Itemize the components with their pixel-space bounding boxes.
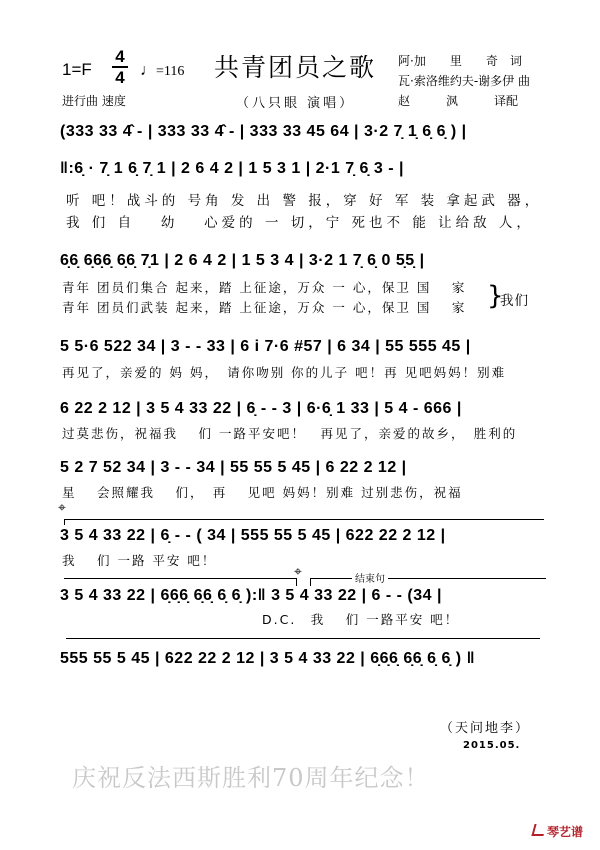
lyricist-credit: 阿·加 里 奇 词 <box>398 54 522 68</box>
lyric-line-8: D.C. 我 们 一路平安 吧！ <box>262 612 460 627</box>
ending-label: 结束句 <box>352 570 388 585</box>
tempo-style: 进行曲 速度 <box>62 94 126 108</box>
lyric-line-4: 再见了，亲爱的 妈 妈， 请你吻别 你的儿子 吧！再 见吧妈妈！别难 <box>62 365 507 380</box>
key-signature: 1=F <box>62 60 92 79</box>
volta-bracket-1 <box>64 519 544 520</box>
lyric-line-3b: 青年 团员们武装 起来，踏 上征途，万众 一 心，保卫 国 家 <box>62 300 467 315</box>
lyric-line-7: 我 们 一路 平安 吧！ <box>62 553 217 568</box>
score-line-9: 555 55 5 45 | 622 22 2 12 | 3 5 4 33 22 | 6̣6̣6̣ 6̣6̣ 6̣ 6̣ ) ‖ <box>60 650 476 667</box>
lyric-line-6: 星 会照耀我 们， 再 见吧 妈妈！别难 过别悲伤，祝福 <box>62 485 463 500</box>
score-line-3: 6̣6̣ 6̣6̣6̣ 6̣6̣ 7̣1 | 2 6 4 2 | 1 5 3 4 | 3·2 1 7̣ 6̣ 0 5̣5̣ | <box>60 252 425 269</box>
lyric-line-5: 过莫悲伤，祝福我 们 一路平安吧！ 再见了，亲爱的故乡， 胜利的 <box>62 426 518 441</box>
logo-text: 琴艺谱 <box>547 825 584 839</box>
song-subtitle: （八只眼 演唱） <box>236 96 356 111</box>
logo-mark-icon <box>531 824 546 836</box>
composer-credit: 瓦·索洛维约夫-谢多伊 曲 <box>398 74 530 88</box>
ending-bracket <box>310 578 546 579</box>
score-line-7: 3 5 4 33 22 | 6̣ - - ( 34 | 555 55 5 45 | 622 22 2 12 | <box>60 527 446 544</box>
score-line-5: 6 22 2 12 | 3 5 4 33 22 | 6̣ - - 3 | 6·6̣ 1 33 | 5 4 - 666 | <box>60 400 462 417</box>
arranger-signature: （天问地李） <box>440 721 531 736</box>
quarter-note-icon: ♩ <box>140 62 156 79</box>
translator-credit: 赵 沨 译配 <box>398 94 519 108</box>
score-line-8: 3 5 4 33 22 | 6̣6̣6̣ 6̣6̣ 6̣ 6̣ ):‖ 3 5 4 33 22 | 6 - - (34 | <box>60 587 442 604</box>
lyric-line-2a: 听 吧！战斗的 号角 发 出 警 报，穿 好 军 装 拿起武 器， <box>66 193 543 209</box>
brace-icon: } <box>487 281 504 311</box>
time-signature <box>112 48 128 86</box>
coda-sign-icon-2: ⌖ <box>294 564 302 580</box>
time-signature-bottom: 4 <box>115 67 125 87</box>
time-signature-top: 4 <box>115 47 125 66</box>
score-line-1: (333 33 4̂ - | 333 33 4̂ - | 333 33 45 64 | 3·2 7̣ 1̣ 6̣ 6̣ ) | <box>60 123 467 140</box>
site-logo[interactable] <box>533 823 583 840</box>
tempo-marking <box>140 62 184 80</box>
commemoration-banner: 庆祝反法西斯胜利70周年纪念！ <box>72 764 430 792</box>
volta-bracket-3 <box>66 638 540 639</box>
brace-lyric: 我们 <box>500 293 529 309</box>
tempo-value: =116 <box>156 64 185 79</box>
volta-bracket-2 <box>64 578 296 579</box>
date: 2015.05. <box>463 740 521 751</box>
lyric-line-2b: 我 们 自 幼 心爱的 一 切，宁 死也不 能 让给敌 人， <box>66 215 534 231</box>
coda-sign-icon: ⌖ <box>58 500 66 516</box>
lyric-line-3a: 青年 团员们集合 起来，踏 上征途，万众 一 心，保卫 国 家 <box>62 280 467 295</box>
score-line-4: 5 5·6 522 34 | 3 - - 33 | 6 i 7·6 #57 | 6 34 | 55 555 45 | <box>60 338 471 355</box>
score-line-2: ‖:6̣ · 7̣ 1 6̣ 7̣ 1 | 2 6 4 2 | 1 5 3 1 | 2·1 7̣ 6̣ 3 - | <box>60 160 404 177</box>
song-title: 共青团员之歌 <box>214 53 377 82</box>
score-line-6: 5 2 7 52 34 | 3 - - 34 | 55 55 5 45 | 6 22 2 12 | <box>60 459 407 476</box>
